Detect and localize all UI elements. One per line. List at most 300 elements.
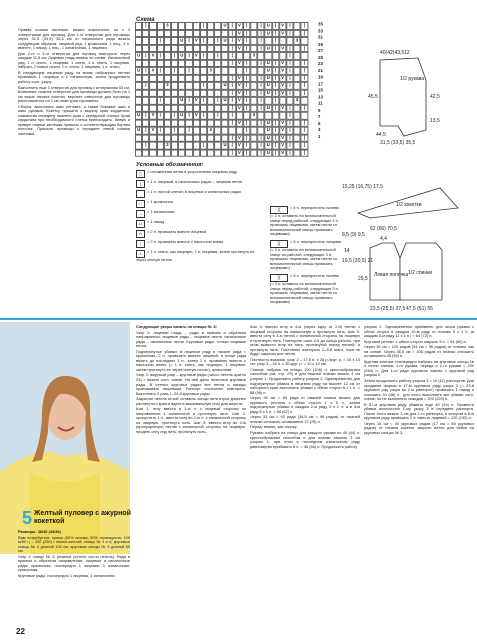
- chart-cell: [178, 89, 185, 96]
- chart-cell: [207, 134, 214, 141]
- chart-cell: [200, 149, 207, 156]
- chart-cell: V: [279, 119, 286, 126]
- chart-cell: [185, 104, 192, 111]
- chart-cell: U: [178, 97, 185, 104]
- schematic-label: 13,5: [430, 118, 440, 124]
- chart-cell: |: [229, 29, 236, 36]
- chart-cell: [135, 119, 142, 126]
- chart-cell: [200, 44, 207, 51]
- legend-text: = 1 кромочная: [147, 199, 173, 204]
- chart-cell: U: [135, 52, 142, 59]
- chart-cell: [185, 149, 192, 156]
- chart-cell: |: [157, 67, 164, 74]
- chart-cell: V: [279, 142, 286, 149]
- chart-cell: [164, 119, 171, 126]
- chart-cell: |: [243, 119, 250, 126]
- chart-cell: |: [229, 22, 236, 29]
- chart-cell: [207, 104, 214, 111]
- paragraph: Рукава: набрать на спицы для каждого рукава по 40 (44) п. крестообразным способом и для планки связать 3 см узором 1, при этом в последнем изнаночном ряду равномерно прибавить 6 п. = 46 (50) п. Продолжить работу: [250, 430, 360, 449]
- chart-cell: [207, 22, 214, 29]
- chart-cell: [200, 59, 207, 66]
- legend-item: [136, 180, 256, 188]
- chart-row-number: 11: [318, 101, 323, 107]
- chart-cell: |: [257, 44, 264, 51]
- chart-cell: |: [185, 67, 192, 74]
- paragraph: Узор 1: спицы № 3: резинка (четное число петель). Ряды в прямом и обратном направлении: лицевые и изнаночные ряды: кромочная, поочередно 1 лицевая, 1 изнаночная, кромочная.: [18, 553, 130, 573]
- chart-cell: |: [257, 119, 264, 126]
- legend-text: = 2 п. провязать вместе с наклоном влево: [147, 239, 224, 244]
- chart-cell: |: [257, 37, 264, 44]
- chart-cell: [193, 134, 200, 141]
- schematic-label: 4,4: [380, 236, 387, 242]
- chart-cell: U: [265, 134, 272, 141]
- chart-cell: [294, 104, 301, 111]
- chart-cell: |: [214, 97, 221, 104]
- chart-cell: V: [279, 29, 286, 36]
- legend-item: [270, 240, 342, 271]
- chart-cell: [207, 149, 214, 156]
- chart-cell: V: [236, 74, 243, 81]
- instructions-column-3: [250, 325, 360, 450]
- chart-cell: |: [229, 59, 236, 66]
- chart-row: [135, 89, 323, 96]
- legend-text: = 1 накид: [147, 219, 165, 224]
- chart-cell: [178, 119, 185, 126]
- legend-symbol-icon: U: [136, 220, 145, 228]
- paragraph: Узор 3: ажурный узор – круговые ряды (число петель кратно 24) = вязать согл. схеме. На ней даны нечетные круговые ряды. В четных круговых рядах все петли и накиды провязывать лицевыми. Раппорт постоянно повторять. Выполнить 2 раза 1–24-й круговые ряды.: [136, 372, 246, 396]
- chart-cell: [243, 112, 250, 119]
- chart-cell: [294, 134, 301, 141]
- schematic-label: 42,5: [430, 94, 440, 100]
- chart-cell: [142, 149, 149, 156]
- chart-cell: [142, 37, 149, 44]
- chart-cell: |: [286, 82, 293, 89]
- legend-symbol-icon: —: [136, 210, 145, 218]
- legend-text: = 1 изнаночная: [147, 209, 175, 214]
- chart-cell: [193, 142, 200, 149]
- chart-cell: [229, 127, 236, 134]
- chart-cell: [257, 67, 264, 74]
- chart-cell: |: [286, 89, 293, 96]
- chart-cell: |: [185, 112, 192, 119]
- chart-row: [135, 127, 323, 134]
- chart-cell: |: [200, 22, 207, 29]
- legend-item: [136, 250, 256, 263]
- chart-row: [135, 142, 323, 149]
- chart-cell: U: [265, 74, 272, 81]
- chart-cell: |: [142, 127, 149, 134]
- paragraph: Через 30 см = 84 ряда от нижней планки вязать для кругового реглана с обеих сторон 1 x 5 п., затем подчеркнутые убавки в каждом 2-м ряду 3 x 1 п. и в 4-м ряду 8 x 1 п. = 58 (62) п.: [250, 395, 360, 414]
- chart-cell: [157, 29, 164, 36]
- chart-row-number: 19: [318, 74, 323, 81]
- chart-cell: [200, 67, 207, 74]
- chart-cell: |: [142, 142, 149, 149]
- chart-cell: [294, 59, 301, 66]
- instructions-top-left: [18, 28, 130, 138]
- chart-cell: [149, 97, 156, 104]
- chart-cell: [185, 89, 192, 96]
- chart-cell: V: [279, 22, 286, 29]
- chart-cell: [157, 82, 164, 89]
- chart-cell: [207, 59, 214, 66]
- chart-cell: |: [257, 89, 264, 96]
- chart-cell: [178, 74, 185, 81]
- schematic-label: 31,5 (33,5) 35,5: [380, 140, 416, 146]
- chart-cell: |: [301, 29, 308, 36]
- chart-cell: |: [185, 97, 192, 104]
- chart-cell: |: [243, 89, 250, 96]
- chart-cell: [149, 59, 156, 66]
- chart-cell: [250, 127, 257, 134]
- paragraph: В 57-м круговом ряду убавить еще 40 (44) п. Провести убавки аналогично 1-му узору 3 в середине раппорта. После этого вязать 3 см для 1-го раппорта, в котором в 8-м круговом ряду провязать 2 п. вместе лицевой = 120 (132) п.: [364, 401, 474, 421]
- paragraph: Сборка: выполнить швы реглана, а также боковые швы и швы рукавов. Кокетку пришить к вырезу края кардигана, совместив середину нижнего края с серединой спинки. Края кардигана при необходимости слегка припосадить. Левую и правую планки застежки пришить к соответствующим бортам полочек. Пришить пуговицы к середине левой планки застежки.: [18, 103, 130, 137]
- paragraph: Через 35 см = 100 рядов (34 см = 96 рядов) от планки, как на схеме. Через 38,5 см = 108 рядов от планки отложить оставшиеся 48 (54) п.: [364, 344, 474, 359]
- chart-cell: |: [142, 22, 149, 29]
- chart-cell: |: [286, 112, 293, 119]
- chart-cell: [250, 59, 257, 66]
- chart-cell: U: [265, 44, 272, 51]
- chart-cell: V: [236, 97, 243, 104]
- chart-cell: [135, 97, 142, 104]
- chart-cell: |: [200, 142, 207, 149]
- chart-cell: [265, 52, 272, 59]
- chart-cell: [193, 119, 200, 126]
- chart-cell: [214, 89, 221, 96]
- chart-cell: |: [286, 142, 293, 149]
- chart-cell: |: [301, 44, 308, 51]
- chart-cell: [185, 119, 192, 126]
- chart-cell: |: [257, 142, 264, 149]
- chart-cell: [135, 22, 142, 29]
- chart-cell: V: [193, 37, 200, 44]
- chart-cell: [236, 112, 243, 119]
- schematic-label: 1/2 кокетки: [396, 202, 422, 208]
- chart-cell: [171, 74, 178, 81]
- chart-cell: |: [301, 149, 308, 156]
- chart-cell: |: [157, 97, 164, 104]
- chart-cell: [135, 142, 142, 149]
- chart-cell: [178, 104, 185, 111]
- chart-row: [135, 41, 323, 54]
- chart-cell: [149, 119, 156, 126]
- chart-cell: |: [286, 59, 293, 66]
- chart-cell: |: [301, 142, 308, 149]
- legend-text: = отложенная петля в укороченном лицевом ряду: [147, 169, 238, 174]
- chart-cell: [171, 29, 178, 36]
- chart-cell: [250, 22, 257, 29]
- chart-cell: |: [286, 67, 293, 74]
- chart-cell: [221, 29, 228, 36]
- chart-row-number: 7: [318, 114, 321, 120]
- chart-cell: [157, 59, 164, 66]
- chart-cell: [301, 52, 308, 59]
- chart-row: [135, 74, 323, 81]
- chart-cell: |: [214, 37, 221, 44]
- chart-cell: U: [221, 22, 228, 29]
- chart-cell: [142, 89, 149, 96]
- paragraph: Узор 2: лицевая гладь – ряды в прямом и обратном направлении: лицевые ряды – лицевые петли, изнаночные ряды – изнаночные петли. Круговые ряды: только лицевые петли.: [136, 329, 246, 349]
- chart-cell: [171, 119, 178, 126]
- chart-cell: |: [257, 22, 264, 29]
- chart-cell: V: [193, 112, 200, 119]
- chart-cell: [171, 22, 178, 29]
- chart-cell: |: [272, 74, 279, 81]
- legend-item: [136, 210, 256, 218]
- chart-cell: U: [265, 127, 272, 134]
- paragraph: Шаг 4: ввести иглу в 4-ю (через одну от 2-й) петлю с лицевой стороны на изнаночную и протянуть нить. Шаг 5: ввести иглу в 3-ю петлю с изнаночной стороны на лицевую и протянуть нить. Повторить шаги 2-5 до конца работы, при этом вывести иглу на нить, протянутой перед петлей, и протянуть нить. Постоянно повторять 2–5-й шаги, пока не будут закрыты все петли.: [250, 324, 360, 357]
- chart-cell: [149, 134, 156, 141]
- chart-cell: |: [286, 44, 293, 51]
- chart-cell: |: [301, 104, 308, 111]
- chart-cell: V: [279, 44, 286, 51]
- chart-cell: U: [265, 149, 272, 156]
- chart-cell: [214, 67, 221, 74]
- chart-cell: [171, 142, 178, 149]
- chart-cell: |: [257, 82, 264, 89]
- schematic-label: 8,5 (9) 9,5: [342, 232, 365, 238]
- chart-cell: |: [243, 44, 250, 51]
- legend-text: = 1 п. снять, как лицевую, 1 п. лицевая, затем протянуть ее через снятую петлю: [136, 249, 255, 262]
- instructions-column-4: [364, 325, 474, 437]
- chart-cell: |: [301, 59, 308, 66]
- chart-cell: |: [185, 127, 192, 134]
- chart-cell: [214, 59, 221, 66]
- chart-cell: [200, 134, 207, 141]
- schematic-label: Левая полочка: [374, 272, 409, 278]
- chart-cell: [193, 59, 200, 66]
- chart-cell: [214, 74, 221, 81]
- chart-cell: [207, 74, 214, 81]
- chart-cell: [178, 22, 185, 29]
- chart-cell: |: [243, 29, 250, 36]
- chart-cell: |: [286, 22, 293, 29]
- chart-cell: [250, 149, 257, 156]
- schematic-label: 47,5 (51) 55: [406, 306, 433, 312]
- chart-cell: [221, 149, 228, 156]
- chart-cell: |: [301, 89, 308, 96]
- chart-cell: U: [178, 112, 185, 119]
- chart-cell: V: [149, 112, 156, 119]
- chart-cell: [250, 119, 257, 126]
- chart-cell: |: [142, 67, 149, 74]
- chart-cell: |: [272, 89, 279, 96]
- chart-cell: [250, 134, 257, 141]
- chart-cell: V: [149, 127, 156, 134]
- chart-cell: |: [243, 82, 250, 89]
- chart-cell: [250, 37, 257, 44]
- paragraph: Перед: вязать, как спинку.: [250, 424, 298, 430]
- paragraph: Для 2-го и 3-го отверстия для пуговиц повторить через каждые 11,5 см. Лицевую гладь вязать по схеме. Изнаночный ряд: 1 п. снять, 1 лицевая, 1 снять, 1 п. снять, 1 лицевая, набрать 2 новые петли, 1 п. снять, 1 лицевая, 1 п. снять.: [18, 50, 130, 70]
- paragraph: Круговой реглан: с обеих сторон закрыть 5 п. = 54 (62) п.: [364, 338, 467, 344]
- chart-cell: 3: [250, 112, 257, 119]
- chart-cell: [294, 127, 301, 134]
- chart-cell: |: [200, 82, 207, 89]
- chart-cell: [250, 89, 257, 96]
- chart-cell: |: [171, 127, 178, 134]
- schematic-label: 23,5 (25,5) 27,5: [370, 306, 406, 312]
- chart-cell: [185, 44, 192, 51]
- chart-row-number: 23: [318, 61, 323, 67]
- legend-text: = 4 п. перекрестить налево (= 2 п. оставить на вспомогательной спице перед работой, следующие 2 п. провязать лицевыми, затем петли со вспомогательной спицы провязать лицевыми): [270, 205, 340, 236]
- chart-cell: U: [265, 89, 272, 96]
- chart-cell: [142, 29, 149, 36]
- chart-cell: |: [301, 67, 308, 74]
- chart-cell: |: [229, 82, 236, 89]
- chart-row-number: 33: [318, 28, 323, 34]
- chart-row-number: 5: [318, 121, 321, 127]
- paragraph: Подчеркнутые убавки: в лицевом ряду в начале ряда = кромочная, 2 п. провязать вместе лицевой; в конце ряда вязать до последних 3 п., затем 2 п. провязать вместе с наклоном влево (= 1 п. снять, как лицевую, 1 лицевая, затем протянуть ее через снятую петлю), кромочная.: [136, 348, 246, 372]
- paragraph: Через 33 см = 92 ряда (34,5 см = 96 рядов) от нижней планки отложить оставшиеся 72 (78) п.: [250, 414, 360, 424]
- chart-cell: [221, 127, 228, 134]
- chart-cell: V: [193, 52, 200, 59]
- chart-cell: |: [142, 52, 149, 59]
- chart-cell: |: [157, 127, 164, 134]
- chart-cell: [279, 97, 286, 104]
- legend-text: = 1 п. лицевой, в изнаночных рядах – лицевая петля: [147, 179, 243, 184]
- chart-cell: |: [142, 82, 149, 89]
- chart-row: [135, 149, 323, 156]
- chart-cell: |: [272, 59, 279, 66]
- chart-cell: [294, 74, 301, 81]
- chart-row: [135, 29, 323, 36]
- cable-cross-icon: ╳: [270, 240, 288, 248]
- chart-cell: [221, 112, 228, 119]
- chart-cell: [142, 119, 149, 126]
- chart-cell: [178, 59, 185, 66]
- legend-text: = 2 п. провязать вместе лицевой: [147, 229, 207, 234]
- chart-cell: V: [149, 67, 156, 74]
- chart-cell: [214, 22, 221, 29]
- chart-cell: V: [236, 44, 243, 51]
- chart-cell: [221, 119, 228, 126]
- chart-cell: [221, 67, 228, 74]
- chart-cell: V: [236, 104, 243, 111]
- chart-cell: [135, 37, 142, 44]
- chart-cell: [294, 149, 301, 156]
- chart-cell: U: [265, 142, 272, 149]
- chart-cell: [221, 74, 228, 81]
- chart-cell: |: [229, 119, 236, 126]
- chart-cell: [149, 22, 156, 29]
- chart-row-number: 27: [318, 48, 323, 54]
- chart-row-number: 25: [318, 55, 323, 61]
- scheme-title: Схема: [136, 17, 155, 23]
- chart-cell: [185, 59, 192, 66]
- chart-cell: |: [243, 127, 250, 134]
- chart-cell: [294, 29, 301, 36]
- chart-cell: |: [286, 149, 293, 156]
- chart-cell: |: [286, 74, 293, 81]
- chart-cell: [185, 82, 192, 89]
- chart-cell: U: [135, 67, 142, 74]
- chart-cell: |: [286, 134, 293, 141]
- chart-cell: |: [301, 119, 308, 126]
- chart-cell: V: [236, 59, 243, 66]
- chart-cell: |: [185, 37, 192, 44]
- paragraph: узором 2. Одновременно прибавить для скоса рукава с обеих сторон в каждом 10-м ряду от планки 9 x 1 п. (в каждом 8-м ряду 11 x 1 п.) = 64 (72) п.: [364, 324, 474, 339]
- chart-cell: [294, 44, 301, 51]
- chart-cell: [207, 37, 214, 44]
- paragraph: Правая планка застежки: вязать аналогично, но с 3 отверстиями для пуговиц. Для 1-го отверстия для пуговицы через 31,5 (33,5) 35,5 см от начального ряда вязать следующим образом: лицевой ряд: 1 кромочная, 1 лиц., 3 п. вместе, 1 накид, 1 лиц., 1 изнаночная, 1 лицевая.: [18, 27, 130, 51]
- chart-cell: |: [272, 104, 279, 111]
- chart-cell: V: [236, 82, 243, 89]
- legend-item: [136, 200, 256, 208]
- chart-cell: [185, 142, 192, 149]
- chart-cell: [193, 82, 200, 89]
- chart-cell: [214, 142, 221, 149]
- chart-cell: [135, 74, 142, 81]
- chart-cell: [200, 127, 207, 134]
- legend-title: Условные обозначения:: [136, 162, 204, 168]
- chart-cell: [149, 104, 156, 111]
- chart-cell: [236, 127, 243, 134]
- chart-cell: [149, 37, 156, 44]
- legend-symbol-icon: Λ: [136, 230, 145, 238]
- chart-cell: [207, 44, 214, 51]
- chart-cell: |: [185, 52, 192, 59]
- chart-cell: |: [229, 149, 236, 156]
- chart-cell: [229, 67, 236, 74]
- chart-cell: |: [272, 142, 279, 149]
- chart-cell: [193, 89, 200, 96]
- chart-cell: [164, 29, 171, 36]
- chart-row: [135, 119, 323, 126]
- chart-cell: [178, 142, 185, 149]
- legend-item: [270, 206, 342, 237]
- chart-cell: V: [279, 82, 286, 89]
- chart-cell: [171, 104, 178, 111]
- chart-cell: V: [279, 104, 286, 111]
- chart-cell: [294, 89, 301, 96]
- chart-cell: [214, 127, 221, 134]
- chart-row: [135, 104, 323, 114]
- chart-cell: [185, 74, 192, 81]
- chart-cell: |: [286, 119, 293, 126]
- chart-cell: [178, 67, 185, 74]
- chart-cell: [257, 127, 264, 134]
- chart-cell: |: [200, 97, 207, 104]
- chart-cell: |: [301, 82, 308, 89]
- chart-cell: U: [265, 67, 272, 74]
- chart-row-number: 31: [318, 35, 323, 41]
- chart-row-number: 21: [318, 68, 323, 74]
- chart-cell: [164, 149, 171, 156]
- chart-cell: V: [236, 119, 243, 126]
- chart-cell: [164, 67, 171, 74]
- chart-cell: |: [214, 52, 221, 59]
- chart-cell: [185, 29, 192, 36]
- chart-cell: [221, 59, 228, 66]
- chart-cell: |: [272, 22, 279, 29]
- chart-row-number: 17: [318, 81, 323, 87]
- chart-cell: |: [286, 127, 293, 134]
- chart-cell: [207, 29, 214, 36]
- schematic-label: 19,5 (20,5) 21: [342, 258, 374, 264]
- chart-cell: V: [236, 134, 243, 141]
- legend-item: [270, 274, 342, 305]
- chart-cell: [135, 89, 142, 96]
- chart-cell: |: [229, 52, 236, 59]
- chart-cell: [250, 104, 257, 111]
- chart-cell: |: [243, 59, 250, 66]
- chart-cell: V: [236, 22, 243, 29]
- chart-cell: 3: [164, 142, 171, 149]
- legend-symbol-icon: |: [136, 180, 145, 188]
- instructions-column-2: [136, 325, 246, 436]
- chart-cell: [149, 82, 156, 89]
- paragraph: Закрытие петель иглой: оставить концы нити втрое длиннее растянутого края и вдеть в вышивальную иглу для шерсти.: [136, 396, 246, 406]
- chart-cell: [193, 127, 200, 134]
